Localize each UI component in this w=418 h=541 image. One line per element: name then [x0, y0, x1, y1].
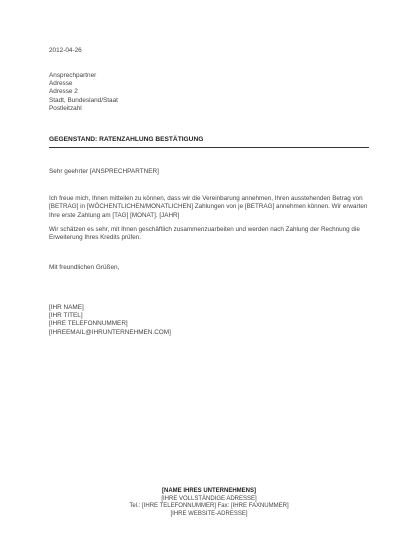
body-paragraph-1: Ich freue mich, Ihnen mitteilen zu können, dass wir die Vereinbarung annehmen, Ihren ausstehenden Betrag von [BETRAG] in [WÖCHENTLICHEN/MONATLICHEN] Zahlungen von je [BETRAG] annehmen können. Wir erwarten Ihre erste Zahlung am [TAG] [MONAT]. [JAHR]: [49, 195, 368, 219]
recipient-postal-code: Postleitzahl: [49, 104, 82, 112]
signature-phone: [IHRE TELEFONNUMMER]: [49, 320, 128, 328]
body-paragraph-2: Wir schätzen es sehr, mit Ihnen geschäftlich zusammenzuarbeiten und werden nach Zahlung der Rechnung die Erweiterung Ihres Kredits prüfen.: [49, 226, 360, 242]
recipient-address-line2: Adresse 2: [49, 88, 78, 96]
letter-greeting: Sehr geehrter [ANSPRECHPARTNER]: [49, 168, 159, 175]
recipient-contact: Ansprechpartner: [49, 72, 97, 79]
signature-title: [IHR TITEL]: [49, 312, 83, 320]
subject-divider: [49, 147, 369, 148]
letter-subject: GEGENSTAND: RATENZAHLUNG BESTÄTIGUNG: [49, 136, 204, 143]
letter-closing: Mit freundlichen Grüßen,: [49, 264, 120, 271]
letter-footer: [0, 488, 418, 518]
letter-date: 2012-04-26: [49, 47, 82, 54]
signature-name: [IHR NAME]: [49, 304, 84, 311]
footer-company: [NAME IHRES UNTERNEHMENS]: [161, 488, 256, 494]
recipient-city-state: Stadt, Bundesland/Staat: [49, 96, 118, 104]
footer-contact: Tel.: [IHRE TELEFONNUMMER] Fax: [IHRE FAXNUMMER]: [129, 503, 289, 510]
signature-email: [IHREEMAIL@IHRUNTERNEHMEN.COM]: [49, 328, 171, 336]
signature-block: [49, 304, 171, 337]
footer-address: [IHRE VOLLSTÄNDIGE ADRESSE]: [161, 495, 257, 502]
recipient-address: [49, 72, 118, 113]
recipient-address-line1: Adresse: [49, 80, 73, 88]
footer-website: [IHRE WEBSITE-ADRESSE]: [170, 510, 248, 517]
